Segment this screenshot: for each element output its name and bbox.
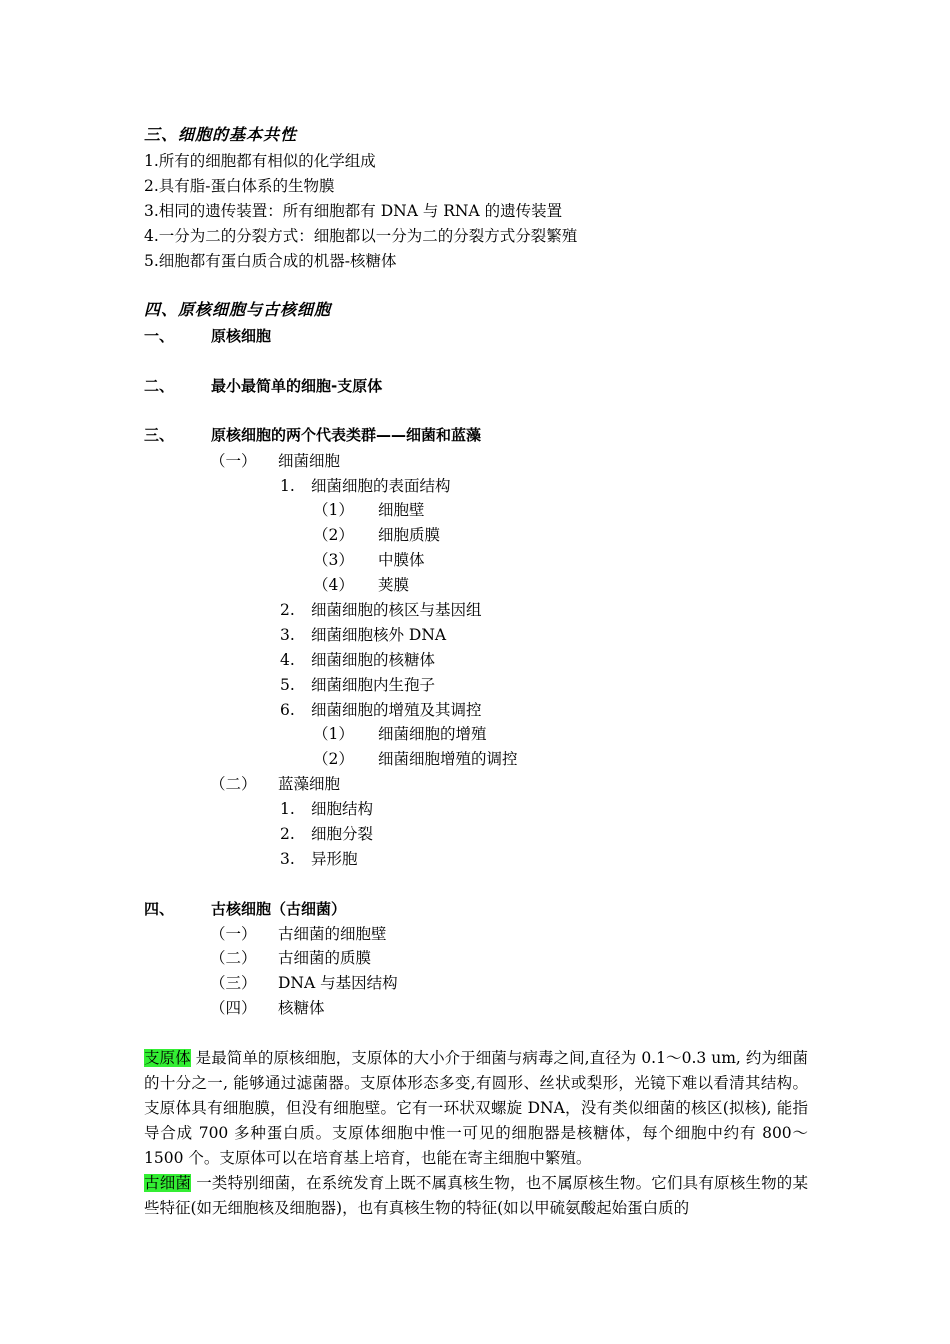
- item-number: （三）: [210, 974, 257, 992]
- item-text: 细菌细胞核外 DNA: [311, 626, 447, 644]
- section3-item-5: 5.细胞都有蛋白质合成的机器-核糖体: [144, 252, 397, 270]
- item-number: 3.: [280, 626, 295, 644]
- item-number: （四）: [210, 999, 257, 1017]
- item-number: （二）: [210, 949, 257, 967]
- item-text: 细菌细胞: [278, 452, 341, 470]
- item-text: 古细菌的细胞壁: [278, 925, 387, 943]
- paragraph-text: 一类特别细菌，在系统发育上既不属真核生物，也不属原核生物。它们具有原核生物的某些特征(如无细胞核及细胞器)，也有真核生物的特征(如以甲硫氨酸起始蛋白质的: [144, 1174, 808, 1217]
- item-number: （4）: [313, 576, 354, 594]
- heading-number: 二、: [144, 377, 175, 395]
- item-number: （3）: [313, 551, 354, 569]
- item-number: 3.: [280, 850, 295, 868]
- section3-title: 三、细胞的基本共性: [144, 125, 298, 144]
- item-number: 2.: [280, 825, 295, 843]
- item-number: （二）: [210, 775, 257, 793]
- section3-item-4: 4.一分为二的分裂方式：细胞都以一分为二的分裂方式分裂繁殖: [144, 227, 578, 245]
- heading-number: 一、: [144, 327, 175, 345]
- item-text: 细菌细胞的增殖及其调控: [311, 701, 482, 719]
- item-text: 蓝藻细胞: [278, 775, 341, 793]
- highlighted-term: 古细菌: [144, 1174, 192, 1192]
- highlighted-term: 支原体: [144, 1049, 191, 1067]
- item-text: DNA 与基因结构: [278, 974, 398, 992]
- item-number: 1.: [280, 800, 295, 818]
- item-number: （2）: [313, 750, 354, 768]
- item-text: 细菌细胞的核区与基因组: [311, 601, 482, 619]
- section3-item-3: 3.相同的遗传装置：所有细胞都有 DNA 与 RNA 的遗传装置: [144, 202, 563, 220]
- section3-item-2: 2.具有脂-蛋白体系的生物膜: [144, 177, 335, 195]
- item-text: 古细菌的质膜: [278, 949, 372, 967]
- item-number: 6.: [280, 701, 295, 719]
- item-text: 细菌细胞内生孢子: [311, 676, 436, 694]
- item-text: 荚膜: [378, 576, 410, 594]
- item-number: 4.: [280, 651, 295, 669]
- item-number: 1.: [280, 477, 295, 495]
- item-text: 细菌细胞的表面结构: [311, 477, 451, 495]
- paragraph-mycoplasma: [144, 1046, 808, 1171]
- item-text: 细胞结构: [311, 800, 374, 818]
- paragraph-text: 是最简单的原核细胞，支原体的大小介于细菌与病毒之间,直径为 0.1～0.3 um, 约为细菌的十分之一, 能够通过滤菌器。支原体形态多变,有圆形、丝状或梨形，光镜下难以看清其结构。支原体具有细胞膜，但没有细胞壁。它有一环状双螺旋 DNA，没有类似细菌的核区(拟核), 能指导合成 700 多种蛋白质。支原体细胞中惟一可见的细胞器是核糖体，每个细胞中约有 800～1500 个。支原体可以在培育基上培育，也能在寄主细胞中繁殖。: [144, 1049, 808, 1167]
- item-text: 细胞壁: [378, 501, 425, 519]
- heading-number: 三、: [144, 426, 175, 444]
- item-number: （1）: [313, 725, 354, 743]
- item-text: 细胞质膜: [378, 526, 441, 544]
- item-number: （一）: [210, 925, 257, 943]
- section4-title: 四、原核细胞与古核细胞: [144, 300, 332, 319]
- heading-text: 原核细胞: [211, 327, 272, 345]
- item-text: 细菌细胞增殖的调控: [378, 750, 518, 768]
- item-text: 细菌细胞的核糖体: [311, 651, 436, 669]
- heading-text: 古核细胞（古细菌）: [211, 900, 347, 918]
- item-number: 2.: [280, 601, 295, 619]
- paragraph-archaea: [144, 1171, 808, 1221]
- item-number: 5.: [280, 676, 295, 694]
- item-text: 细胞分裂: [311, 825, 374, 843]
- item-text: 细菌细胞的增殖: [378, 725, 487, 743]
- item-text: 中膜体: [378, 551, 425, 569]
- section3-item-1: 1.所有的细胞都有相似的化学组成: [144, 152, 376, 170]
- item-number: （1）: [313, 501, 354, 519]
- heading-text: 原核细胞的两个代表类群——细菌和蓝藻: [211, 426, 482, 444]
- item-text: 异形胞: [311, 850, 358, 868]
- item-number: （一）: [210, 452, 257, 470]
- heading-number: 四、: [144, 900, 175, 918]
- item-number: （2）: [313, 526, 354, 544]
- item-text: 核糖体: [278, 999, 325, 1017]
- heading-text: 最小最简单的细胞-支原体: [211, 377, 383, 395]
